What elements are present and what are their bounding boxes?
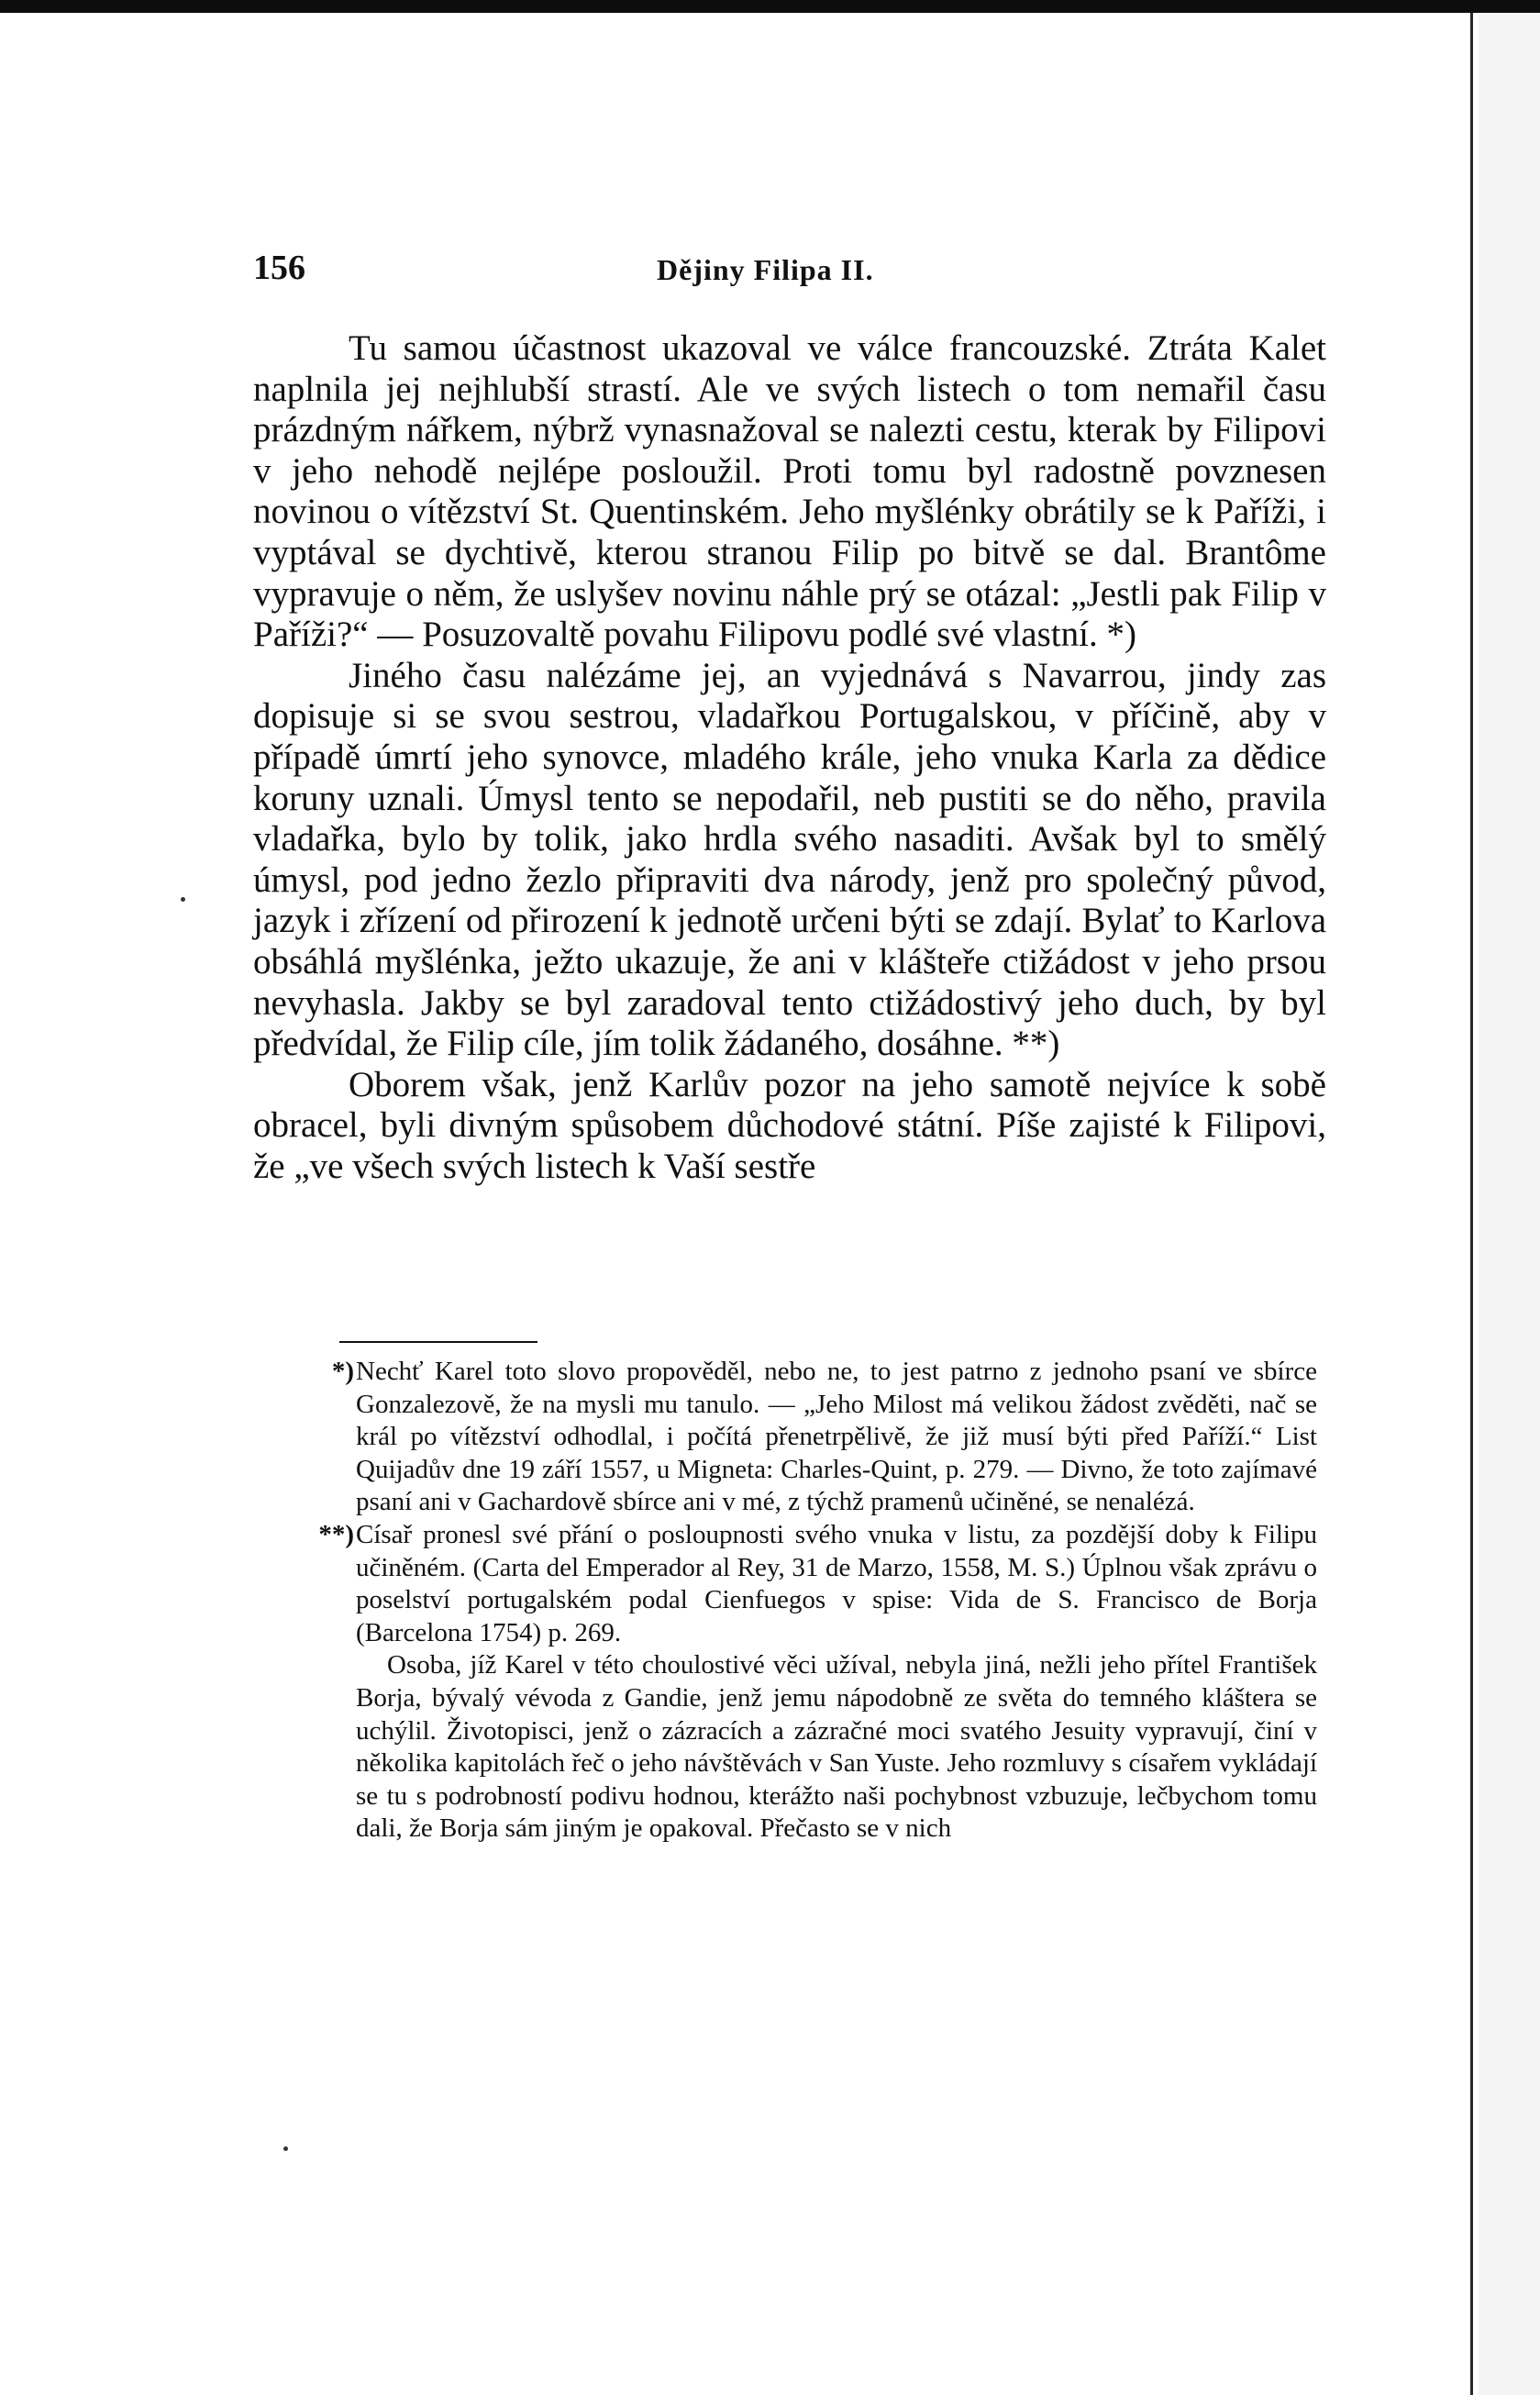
footnotes [303, 1356, 1317, 1846]
footnote-2 [303, 1519, 1317, 1846]
footnote-continuation: Osoba, jíž Karel v této choulostivé věci užíval, nebyla jiná, nežli jeho přítel František Borja, bývalý vévoda z Gandie, jenž jemu nápodobně ze světa do temného kláštera se uchýlil. Životopisci, jenž o zázracích a zázračné moci svatého Jesuity vypravují, činí v několika kapitolách řeč o jeho návštěvách v San Yuste. Jeho rozmluvy s císařem vykládají se tu s podrobností podivu hodnou, kterážto naši pochybnost vzbuzuje, lečbychom tomu dali, že Borja sám jiným je opakoval. Přečasto se v nich [356, 1650, 1317, 1844]
footnote-divider [339, 1341, 537, 1343]
scan-speck [283, 2146, 288, 2151]
body-paragraph: Tu samou účastnost ukazoval ve válce francouzské. Ztráta Kalet naplnila jej nejhlubší strastí. Ale ve svých listech o tom nemařil času prázdným nářkem, nýbrž vynasnažoval se nalezti cestu, kterak by Filipovi v jeho nehodě nejlépe posloužil. Proti tomu byl radostně povznesen novinou o vítězství St. Quentinském. Jeho myšlénky obrátily se k Paříži, i vyptával se dychtivě, kterou stranou Filip po bitvě se dal. Brantôme vypravuje o něm, že uslyšev novinu náhle prý se otázal: „Jestli pak Filip v Paříži?“ — Posuzovaltě povahu Filipovu podlé své vlastní. *) [253, 328, 1326, 655]
footnote-text: Císař pronesl své přání o posloupnosti svého vnuka v listu, za pozdější doby k Filipu učiněném. (Carta del Emperador al Rey, 31 de Marzo, 1558, M. S.) Úplnou však zprávu o poselství portugalském podal Cienfuegos v spise: Vida de S. Francisco de Borja (Barcelona 1754) p. 269. [356, 1519, 1317, 1647]
page-header [253, 248, 1326, 303]
body-paragraph: Oborem však, jenž Karlův pozor na jeho samotě nejvíce k sobě obracel, byli divným spůsobem důchodové státní. Píše zajisté k Filipovi, že „ve všech svých listech k Vaší sestře [253, 1064, 1326, 1186]
footnote-1 [303, 1356, 1317, 1519]
footnote-mark: *) [331, 1357, 354, 1386]
footnote-text: Nechť Karel toto slovo propověděl, nebo ne, to jest patrno z jednoho psaní ve sbírce Gonzalezově, že na mysli mu tanulo. — „Jeho Milost má velikou žádost zvěděti, nač se král po vítězství odhodlal, i počítá přenetrpělivě, že již musí býti před Paříží.“ List Quijadův dne 19 září 1557, u Migneta: Charles-Quint, p. 279. — Divno, že toto zajímavé psaní ani v Gachardově sbírce ani v mé, z týchž pramenů učiněné, se nenalézá. [356, 1357, 1317, 1517]
scan-edge-rule [1470, 13, 1473, 2395]
footnote-mark: **) [318, 1519, 354, 1549]
body-paragraph: Jiného času nalézáme jej, an vyjednává s Navarrou, jindy zas dopisuje si se svou sestrou, vladařkou Portugalskou, v příčině, aby v případě úmrtí jeho synovce, mladého krále, jeho vnuka Karla za dědice koruny uznali. Úmysl tento se nepodařil, neb pustiti se do něho, pravila vladařka, bylo by tolik, jako hrdla svého nasaditi. Avšak byl to smělý úmysl, pod jedno žezlo připraviti dva národy, jenž pro společný původ, jazyk i zřízení od přirození k jednotě určeni býti se zdají. Bylať to Karlova obsáhlá myšlénka, ježto ukazuje, že ani v klášteře ctižádost v jeho prsou nevyhasla. Jakby se byl zaradoval tento ctižádostivý jeho duch, by byl předvídal, že Filip cíle, jím tolik žádaného, dosáhne. **) [253, 655, 1326, 1064]
scan-speck [181, 897, 185, 902]
body-text [253, 328, 1326, 1187]
scan-top-border [0, 0, 1540, 13]
page-number: 156 [253, 249, 305, 287]
running-title: Dějiny Filipa II. [657, 253, 874, 286]
scan-right-margin [1479, 13, 1540, 2395]
